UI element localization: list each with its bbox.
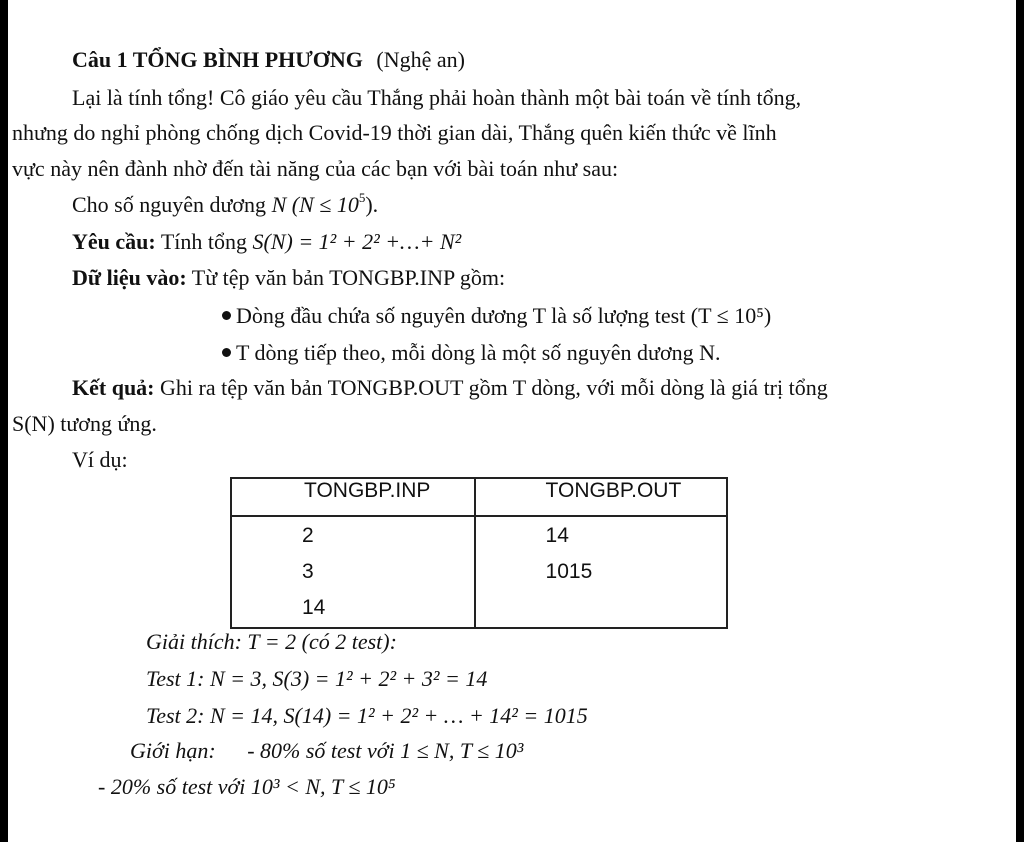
input-cell xyxy=(231,516,475,628)
requirement-label: Yêu cầu: xyxy=(72,229,156,254)
explanation-test-2: Test 2: N = 14, S(14) = 1² + 2² + … + 14² = 1015 xyxy=(146,703,588,728)
given-var: N xyxy=(271,192,287,217)
input-value: 14 xyxy=(302,596,326,619)
intro-line-3: vực này nên đành nhờ đến tài năng của các bạn với bài toán như sau: xyxy=(12,156,619,181)
limits-line-2: - 20% số test với 10³ < N, T ≤ 10⁵ xyxy=(98,774,396,799)
example-label: Ví dụ: xyxy=(72,447,128,472)
input-bullet-1-text: Dòng đầu chứa số nguyên dương T là số lượng test (T ≤ 10⁵) xyxy=(236,303,772,328)
output-cell xyxy=(475,516,727,628)
limits-line-1 xyxy=(130,737,523,765)
given-line xyxy=(72,191,378,219)
example-table-row xyxy=(231,516,727,628)
output-value: 1015 xyxy=(545,560,593,583)
output-value: 14 xyxy=(545,524,569,547)
output-line-2: S(N) tương ứng. xyxy=(12,411,157,436)
problem-heading xyxy=(72,46,465,74)
output-label: Kết quả: xyxy=(72,375,155,400)
bullet-icon xyxy=(222,348,231,357)
example-table xyxy=(230,477,728,629)
bullet-icon xyxy=(222,311,231,320)
input-bullet-2-text: T dòng tiếp theo, mỗi dòng là một số nguyên dương N. xyxy=(236,340,721,365)
given-cond: (N ≤ 10 xyxy=(291,192,359,217)
output-text-1: Ghi ra tệp văn bản TONGBP.OUT gồm T dòng, với mỗi dòng là giá trị tổng xyxy=(160,375,828,400)
input-bullet-1 xyxy=(222,302,771,330)
input-value: 3 xyxy=(302,560,314,583)
limits-label: Giới hạn: xyxy=(130,738,216,763)
explanation-line: Giải thích: T = 2 (có 2 test): xyxy=(146,629,397,654)
intro-line-1: Lại là tính tổng! Cô giáo yêu cầu Thắng phải hoàn thành một bài toán về tính tổng, xyxy=(72,85,802,110)
input-text: Từ tệp văn bản TONGBP.INP gồm: xyxy=(191,265,506,290)
given-end: ). xyxy=(365,192,379,217)
intro-line-2: nhưng do nghỉ phòng chống dịch Covid-19 thời gian dài, Thắng quên kiến thức về lĩnh xyxy=(12,120,777,145)
example-table-header xyxy=(231,478,727,516)
output-line-1 xyxy=(72,374,828,402)
input-line xyxy=(72,264,505,292)
header-input-file: TONGBP.INP xyxy=(231,478,475,516)
requirement-line xyxy=(72,228,461,256)
document-page xyxy=(8,0,1016,842)
requirement-expr: S(N) = 1² + 2² +…+ N² xyxy=(252,229,462,254)
explanation-test-1: Test 1: N = 3, S(3) = 1² + 2² + 3² = 14 xyxy=(146,666,488,691)
requirement-text: Tính tổng xyxy=(160,229,253,254)
input-value: 2 xyxy=(302,524,314,547)
input-label: Dữ liệu vào: xyxy=(72,265,187,290)
given-exp: 5 xyxy=(358,189,366,205)
header-output-file: TONGBP.OUT xyxy=(475,478,727,516)
problem-source: (Nghệ an) xyxy=(376,47,465,72)
limit-1: - 80% số test với 1 ≤ N, T ≤ 10³ xyxy=(247,738,524,763)
given-prefix: Cho số nguyên dương xyxy=(72,192,272,217)
input-bullet-2 xyxy=(222,339,721,367)
problem-title: Câu 1 TỔNG BÌNH PHƯƠNG xyxy=(72,47,363,72)
